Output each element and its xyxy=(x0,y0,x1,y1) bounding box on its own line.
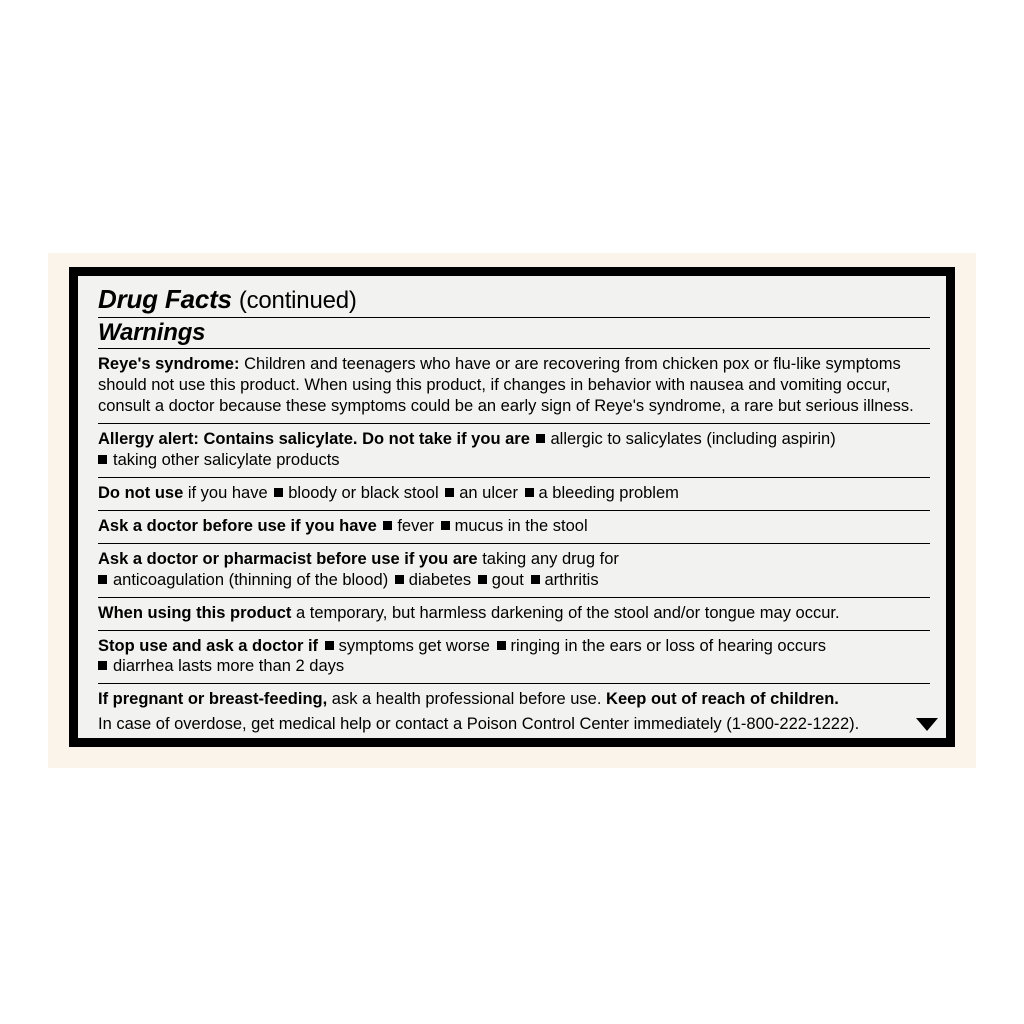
drug-facts-title-continued: (continued) xyxy=(238,287,357,314)
bullet-square-icon xyxy=(441,521,450,530)
section-ask-a-doctor-bullet-1: fever xyxy=(397,516,435,535)
section-allergy-lead: Allergy alert: Contains salicylate. Do not take if you are xyxy=(98,429,530,448)
section-pregnant-lead: If pregnant or breast-feeding, xyxy=(98,690,328,709)
section-reyes-body: Children and teenagers who have or are recovering from chicken pox or flu-like symptoms should not use this product. When using this product, if changes in behavior with nausea and vomiting occur, consult a doctor because these symptoms could be an early sign of Reye's syndrome, a rare but serious illness. xyxy=(98,355,914,415)
section-ask-pharmacist-bullet-4: arthritis xyxy=(544,570,599,589)
section-ask-pharmacist-lead: Ask a doctor or pharmacist before use if you are xyxy=(98,549,478,568)
section-pregnant-keep-out xyxy=(98,684,930,741)
section-keep-out-lead: Keep out of reach of children. xyxy=(606,690,839,709)
section-ask-pharmacist-bullet-3: gout xyxy=(491,570,524,589)
section-allergy-bullet-1: allergic to salicylates (including aspirin) xyxy=(550,429,836,448)
bullet-square-icon xyxy=(525,488,534,497)
section-ask-pharmacist-bullet-2: diabetes xyxy=(408,570,472,589)
section-reyes-lead: Reye's syndrome: xyxy=(98,355,240,373)
section-when-using-lead: When using this product xyxy=(98,603,292,622)
section-ask-a-doctor-lead: Ask a doctor before use if you have xyxy=(98,516,377,535)
bullet-square-icon xyxy=(395,575,404,584)
bullet-square-icon xyxy=(274,488,283,497)
bullet-square-icon xyxy=(383,521,392,530)
section-do-not-use xyxy=(98,478,930,510)
section-when-using xyxy=(98,598,930,630)
bullet-square-icon xyxy=(98,455,107,464)
section-stop-use xyxy=(98,631,930,684)
continuation-down-triangle-icon xyxy=(916,718,938,731)
drug-facts-title-main: Drug Facts xyxy=(98,284,232,314)
section-do-not-use-bullet-1: bloody or black stool xyxy=(288,483,439,502)
section-overdose-text: In case of overdose, get medical help or contact a Poison Control Center immediately (1-800-222-1222). xyxy=(98,715,860,734)
bullet-square-icon xyxy=(497,641,506,650)
section-ask-a-doctor-bullet-2: mucus in the stool xyxy=(454,516,588,535)
section-stop-use-bullet-2: ringing in the ears or loss of hearing occurs xyxy=(510,636,827,655)
bullet-square-icon xyxy=(536,434,545,443)
bullet-square-icon xyxy=(98,661,107,670)
section-ask-pharmacist-bullet-1: anticoagulation (thinning of the blood) xyxy=(113,570,389,589)
section-allergy-alert xyxy=(98,424,930,477)
bullet-square-icon xyxy=(531,575,540,584)
section-pregnant-body: ask a health professional before use. xyxy=(327,690,607,709)
bullet-square-icon xyxy=(478,575,487,584)
section-do-not-use-bullet-2: an ulcer xyxy=(459,483,518,502)
section-stop-use-lead: Stop use and ask a doctor if xyxy=(98,636,319,655)
section-stop-use-bullet-3: diarrhea lasts more than 2 days xyxy=(113,657,345,676)
bullet-square-icon xyxy=(325,641,334,650)
section-reyes-syndrome xyxy=(98,349,930,423)
bullet-square-icon xyxy=(98,575,107,584)
section-ask-doctor-pharmacist xyxy=(98,544,930,597)
section-ask-a-doctor xyxy=(98,511,930,543)
drug-facts-title xyxy=(98,284,930,317)
section-when-using-body: a temporary, but harmless darkening of the stool and/or tongue may occur. xyxy=(291,603,840,622)
bullet-square-icon xyxy=(445,488,454,497)
section-ask-pharmacist-body: taking any drug for xyxy=(477,549,619,568)
section-do-not-use-lead: Do not use xyxy=(98,483,184,502)
section-do-not-use-bullet-3: a bleeding problem xyxy=(538,483,679,502)
warnings-heading: Warnings xyxy=(98,319,206,346)
section-stop-use-bullet-1: symptoms get worse xyxy=(338,636,490,655)
drug-facts-box xyxy=(69,267,955,747)
drug-facts-label-card xyxy=(48,253,976,768)
section-allergy-bullet-2: taking other salicylate products xyxy=(113,450,340,469)
section-do-not-use-body: if you have xyxy=(183,483,268,502)
